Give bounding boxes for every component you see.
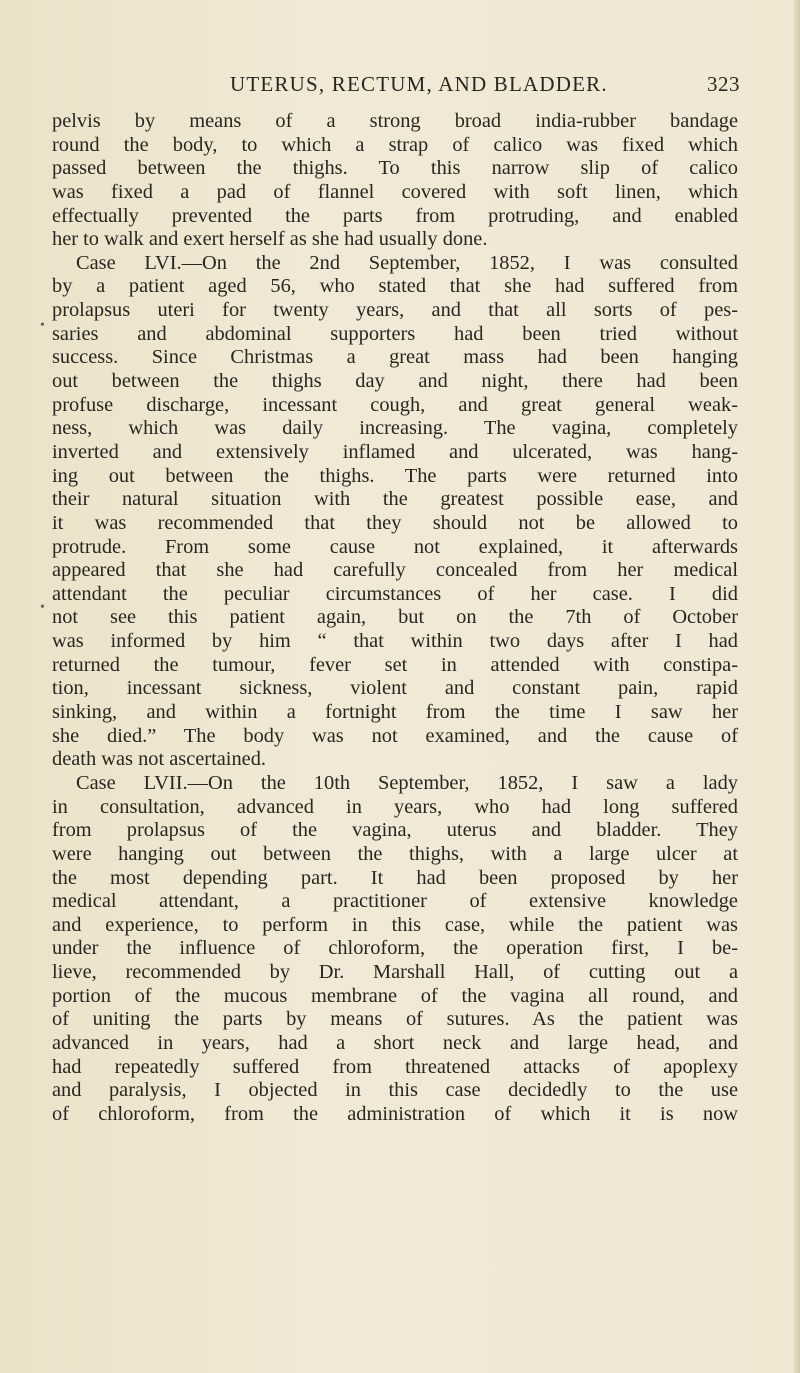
page-number: 323: [707, 72, 740, 96]
text-line: Case LVI.—On the 2nd September, 1852, I was consulted: [76, 251, 738, 274]
text-line: not see this patient again, but on the 7th of October: [52, 606, 738, 629]
text-line: the most depending part. It had been proposed by her: [52, 866, 738, 889]
text-line: protrude. From some cause not explained, it afterwards: [52, 535, 738, 558]
text-line: advanced in years, had a short neck and large head, and: [52, 1031, 738, 1054]
text-line: in consultation, advanced in years, who had long suffered: [52, 795, 738, 818]
text-line: portion of the mucous membrane of the vagina all round, and: [52, 984, 738, 1007]
text-line: ness, which was daily increasing. The vagina, completely: [52, 417, 738, 440]
running-head: UTERUS, RECTUM, AND BLADDER.: [230, 72, 608, 96]
text-line: by a patient aged 56, who stated that she had suffered from: [52, 275, 738, 298]
text-line: and experience, to perform in this case, while the patient was: [52, 913, 738, 936]
text-line: inverted and extensively inflamed and ulcerated, was hang-: [52, 440, 738, 463]
text-line: sinking, and within a fortnight from the time I saw her: [52, 701, 738, 724]
margin-mark: •: [40, 318, 45, 333]
text-line: and paralysis, I objected in this case decidedly to the use: [52, 1079, 738, 1102]
margin-mark: •: [40, 600, 45, 615]
text-line: of uniting the parts by means of sutures. As the patient was: [52, 1008, 738, 1031]
text-line: success. Since Christmas a great mass had been hanging: [52, 346, 738, 369]
text-line: had repeatedly suffered from threatened attacks of apoplexy: [52, 1055, 738, 1078]
text-line: lieve, recommended by Dr. Marshall Hall, of cutting out a: [52, 961, 738, 984]
body-text: [52, 110, 738, 1127]
text-line: pelvis by means of a strong broad india-rubber bandage: [52, 110, 738, 132]
text-line: passed between the thighs. To this narrow slip of calico: [52, 157, 738, 180]
text-line: was informed by him “ that within two days after I had: [52, 630, 738, 653]
text-line: her to walk and exert herself as she had usually done.: [52, 228, 488, 251]
text-line: saries and abdominal supporters had been tried without: [52, 322, 738, 345]
text-line: returned the tumour, fever set in attended with constipa-: [52, 653, 738, 676]
text-line: their natural situation with the greatest possible ease, and: [52, 488, 738, 511]
page-header: [180, 72, 740, 102]
text-line: death was not ascertained.: [52, 748, 267, 771]
text-line: round the body, to which a strap of calico was fixed which: [52, 133, 738, 156]
text-line: were hanging out between the thighs, with a large ulcer at: [52, 842, 738, 865]
text-line: effectually prevented the parts from protruding, and enabled: [52, 204, 738, 227]
text-line: attendant the peculiar circumstances of her case. I did: [52, 582, 738, 605]
text-line: of chloroform, from the administration of which it is now: [52, 1102, 738, 1125]
text-line: ing out between the thighs. The parts were returned into: [52, 464, 738, 487]
text-line: appeared that she had carefully concealed from her medical: [52, 559, 738, 582]
text-line: tion, incessant sickness, violent and constant pain, rapid: [52, 677, 738, 700]
text-line: she died.” The body was not examined, and the cause of: [52, 724, 738, 747]
text-line: from prolapsus of the vagina, uterus and bladder. They: [52, 819, 738, 842]
text-line: Case LVII.—On the 10th September, 1852, I saw a lady: [76, 771, 738, 794]
text-line: out between the thighs day and night, there had been: [52, 370, 738, 393]
text-line: profuse discharge, incessant cough, and great general weak-: [52, 393, 738, 416]
text-line: medical attendant, a practitioner of extensive knowledge: [52, 890, 738, 913]
page-edge: [794, 0, 800, 1373]
text-line: under the influence of chloroform, the operation first, I be-: [52, 937, 738, 960]
text-line: was fixed a pad of flannel covered with soft linen, which: [52, 180, 738, 203]
text-line: prolapsus uteri for twenty years, and that all sorts of pes-: [52, 299, 738, 322]
text-line: it was recommended that they should not be allowed to: [52, 511, 738, 534]
